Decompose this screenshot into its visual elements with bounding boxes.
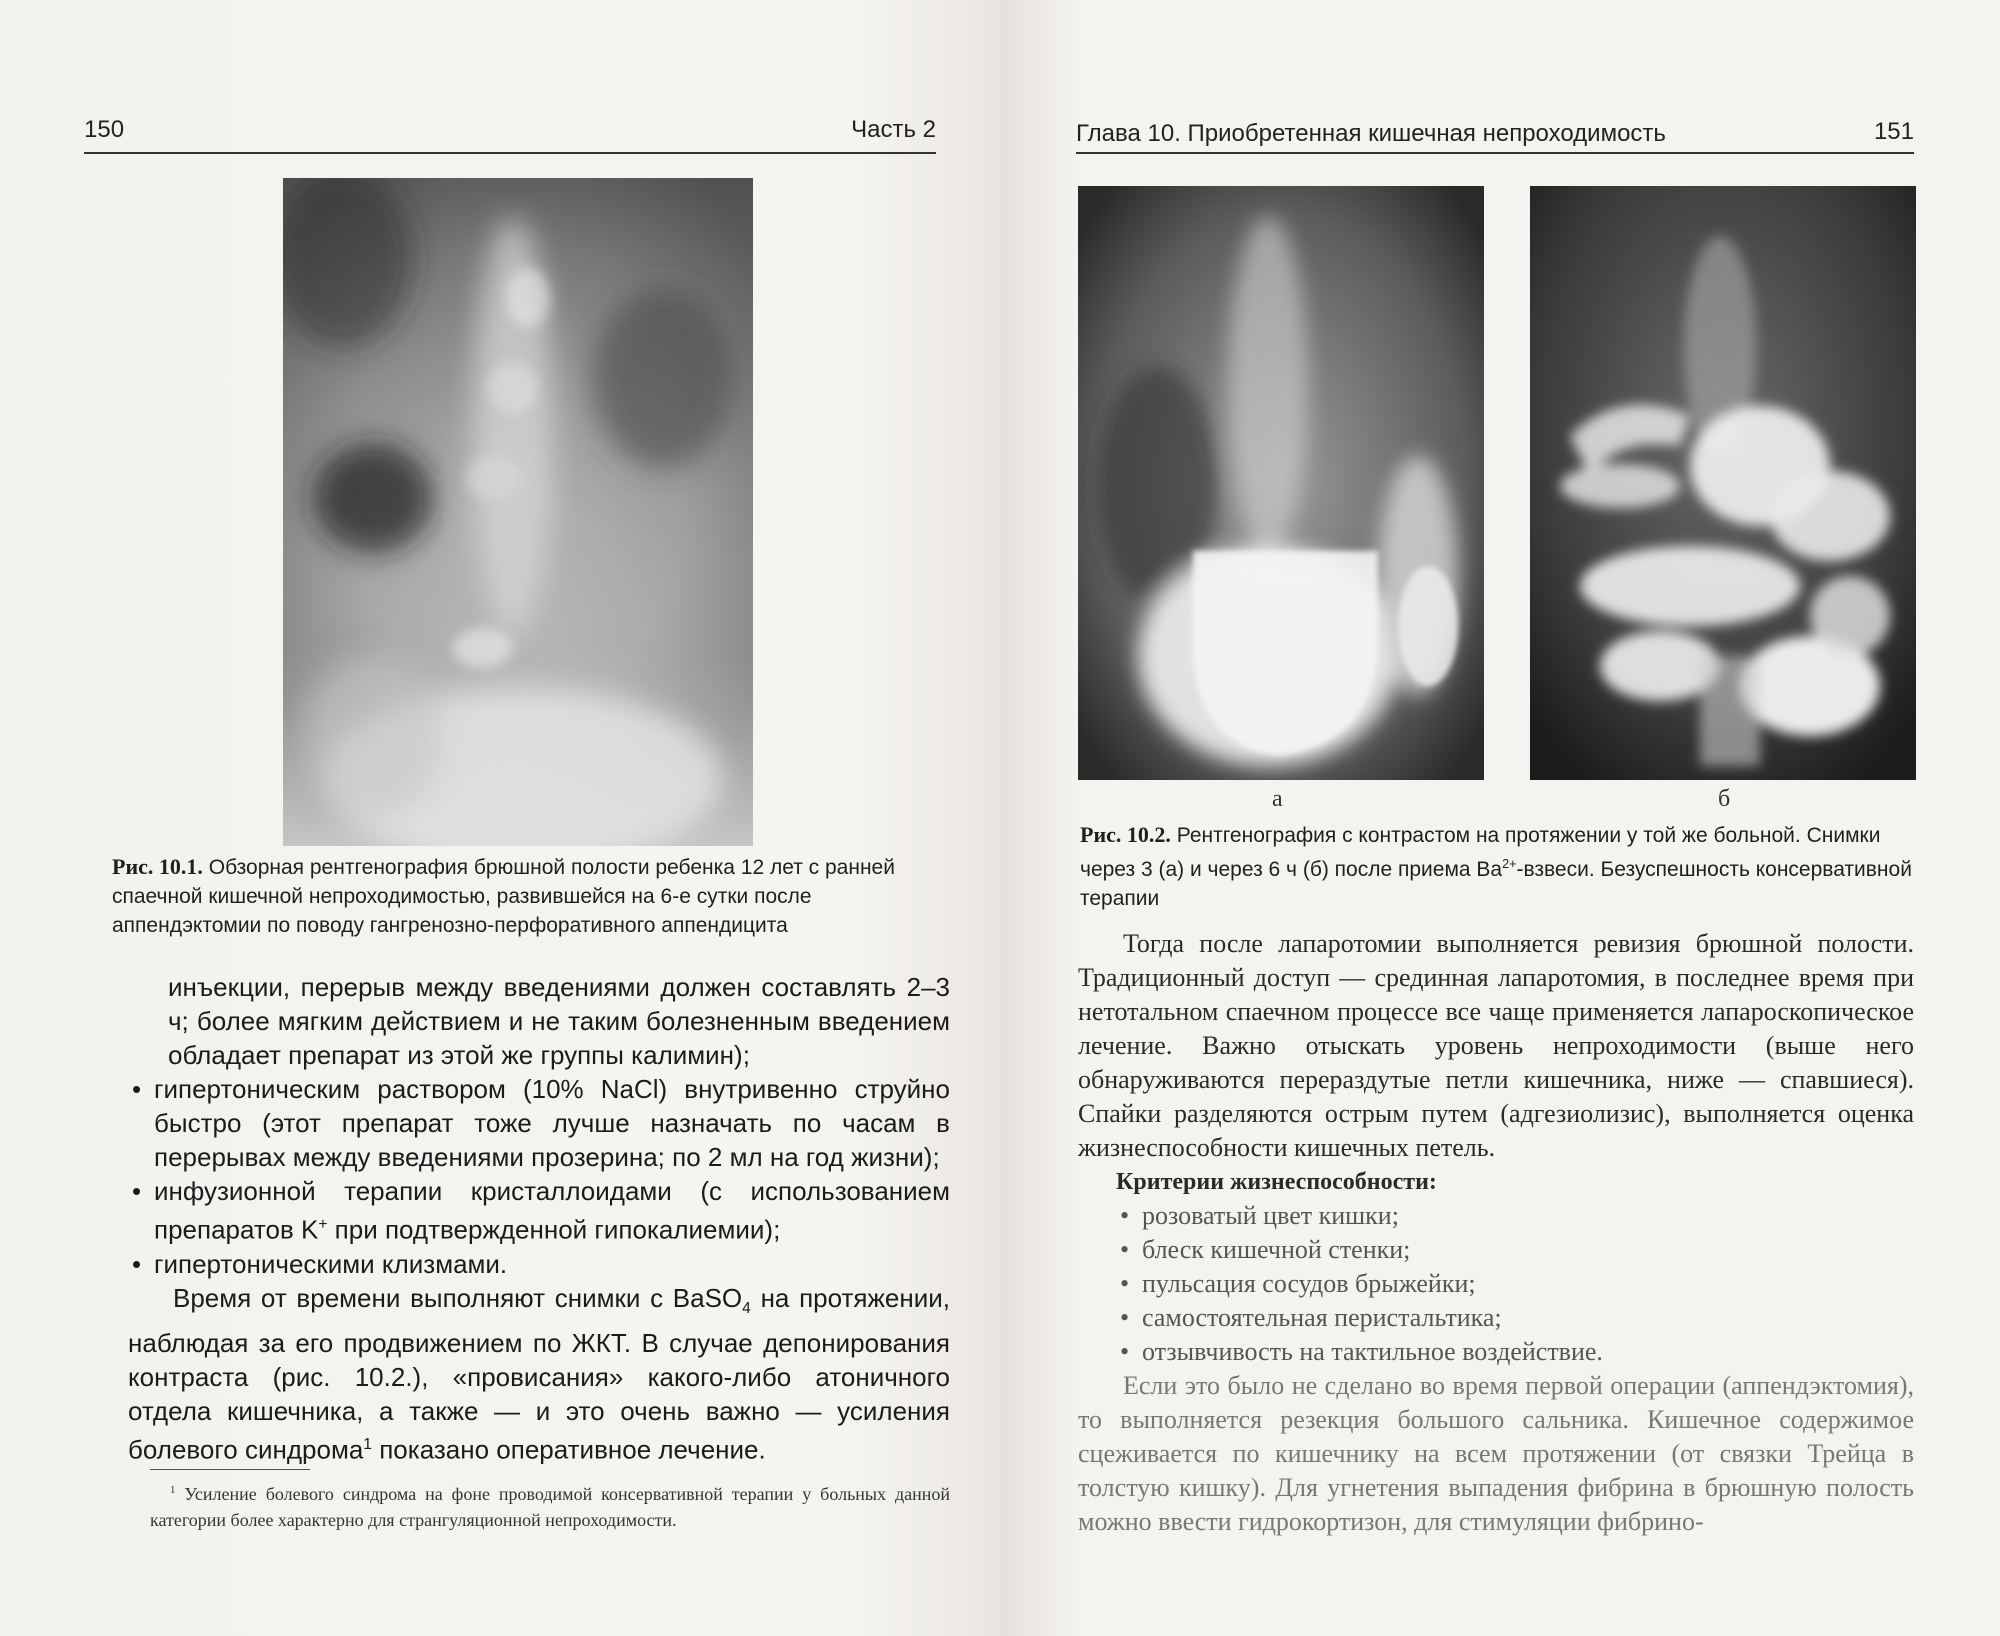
caption-text: -взвеси. Безуспешность консервативной терапии bbox=[1080, 858, 1912, 910]
paragraph: Если это было не сделано во время первой операции (аппендэктомия), то выполняется резекция большого сальника. Кишечное содержимое сцеживается по кишечнику на всем протяжении (от связки Трейца в толстую кишку). Для угнетения выпадения фибрина в брюшную полость можно ввести гидрокортизон, для стимуляции фибрино- bbox=[1078, 1371, 1914, 1536]
text: Время от времени выполняют снимки с BaSO bbox=[173, 1282, 743, 1313]
list-item bbox=[128, 1072, 950, 1174]
superscript: 2+ bbox=[1502, 857, 1517, 871]
text: показано оперативное лечение. bbox=[371, 1434, 766, 1465]
list-item: • пульсация сосудов брыжейки; bbox=[1116, 1267, 1914, 1301]
text-line: инъекции, перерыв между введениями должен составлять 2–3 ч; bbox=[168, 972, 950, 1036]
footnote-divider bbox=[150, 1469, 310, 1470]
right-body bbox=[1078, 927, 1914, 1539]
criteria-heading: Критерии жизнеспособности: bbox=[1116, 1169, 1437, 1195]
caption-text: Обзорная рентгенография брюшной полости ребенка 12 лет с ранней спаечной кишечной непроходимостью, развившейся на 6-е сутки после аппендэктомии по поводу гангренозно-перфоративного аппендицита bbox=[112, 856, 895, 937]
figure-10-1-caption bbox=[112, 852, 952, 940]
xray-image-2b bbox=[1530, 186, 1916, 780]
list-item bbox=[128, 1247, 950, 1281]
xray-image-1 bbox=[283, 178, 753, 846]
text: на протяжении, наблюдая за его продвижением по ЖКТ. В случае депонирования контраста (рис. 10.2.), «провисания» какого-либо атоничного отдела кишечника, а также — и это очень важно — усиления болевого синдрома bbox=[128, 1282, 950, 1465]
figure-10-2-caption bbox=[1080, 820, 1916, 913]
list-item-text: гипертоническими клизмами. bbox=[154, 1248, 508, 1279]
figure-10-2a-xray bbox=[1078, 186, 1484, 780]
list-item: • самостоятельная перистальтика; bbox=[1116, 1301, 1914, 1335]
list-item: • отзывчивость на тактильное воздействие. bbox=[1116, 1335, 1914, 1369]
caption-text: Рентгенография с контрастом на протяжении у той же больной. Снимки через 3 (а) и через 6 ч (б) после приема Ba bbox=[1080, 824, 1881, 881]
list-item bbox=[128, 1174, 950, 1247]
list-item: • блеск кишечной стенки; bbox=[1116, 1233, 1914, 1267]
figure-10-1-xray bbox=[283, 178, 753, 846]
list-item-text: при подтвержденной гипокалиемии); bbox=[327, 1214, 781, 1245]
superscript: + bbox=[318, 1216, 328, 1233]
footnote-text: Усиление болевого синдрома на фоне проводимой консервативной терапии у больных данной категории более характерно для странгуляционной непроходимости. bbox=[150, 1484, 950, 1530]
subscript: 4 bbox=[742, 1299, 751, 1317]
left-running-head bbox=[84, 112, 936, 154]
xray-image-2a bbox=[1078, 186, 1484, 780]
text-line: более мягким действием и не таким болезненным введением обладает препарат из этой же группы калимин); bbox=[168, 1006, 951, 1070]
paragraph: Тогда после лапаротомии выполняется ревизия брюшной полости. Традиционный доступ — срединная лапаротомия, в последнее время при нетотальном спаечном процессе все чаще применяется лапароскопическое лечение. Важно отыскать уровень непроходимости (выше него обнаруживаются перераздутые петли кишечника, ниже — спавшиеся). Спайки разделяются острым путем (адгезиолизис), выполняется оценка жизнеспособности кишечных петель. bbox=[1078, 929, 1914, 1162]
caption-label: Рис. 10.2. bbox=[1080, 822, 1171, 847]
paragraph bbox=[128, 970, 950, 1072]
right-running-title: Глава 10. Приобретенная кишечная непроходимость bbox=[1076, 120, 1666, 147]
paragraph bbox=[128, 1281, 950, 1467]
left-running-title: Часть 2 bbox=[851, 116, 936, 143]
right-page bbox=[1000, 0, 2000, 1636]
footnote-ref: 1 bbox=[363, 1435, 372, 1453]
caption-label: Рис. 10.1. bbox=[112, 854, 203, 879]
figure-10-2b-xray bbox=[1530, 186, 1916, 780]
right-page-number: 151 bbox=[1873, 118, 1914, 145]
list-item-text: гипертоническим раствором (10% NaCl) внутривенно струйно быстро (этот препарат тоже лучше назначать по часам в перерывах между введениями прозерина; по 2 мл на год жизни); bbox=[154, 1074, 950, 1172]
list-item: • розоватый цвет кишки; bbox=[1116, 1199, 1914, 1233]
left-body bbox=[128, 970, 950, 1467]
list-item-text: инфузионной терапии кристаллоидами (с использованием препаратов K bbox=[154, 1176, 950, 1245]
figure-letter-b: б bbox=[1718, 786, 1731, 812]
figure-letter-a: а bbox=[1272, 786, 1283, 812]
left-page-number: 150 bbox=[84, 116, 125, 143]
footnote bbox=[150, 1477, 950, 1533]
right-running-head bbox=[1076, 112, 1914, 154]
footnote-mark: 1 bbox=[170, 1484, 176, 1496]
